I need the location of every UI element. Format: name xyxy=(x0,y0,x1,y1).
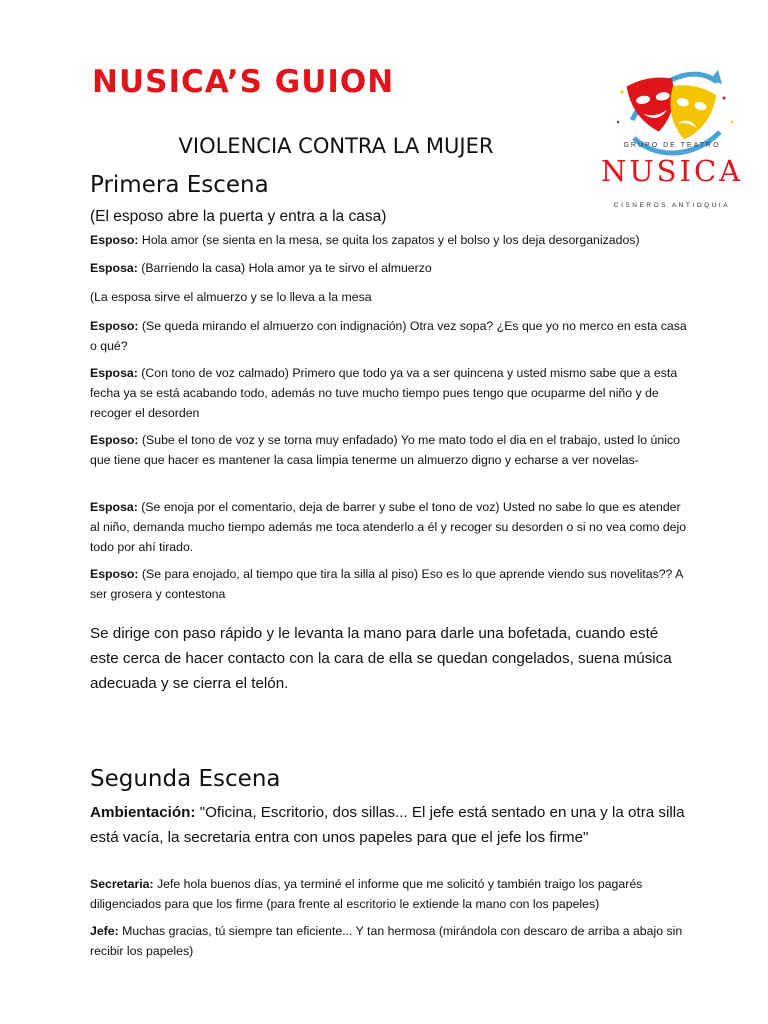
speaker-label: Jefe: xyxy=(90,924,119,938)
dialogue-line xyxy=(90,564,690,604)
dialogue-line xyxy=(90,316,690,356)
line-text: Jefe hola buenos días, ya terminé el informe que me solicitó y también traigo los pagarés diligenciados para que los firme (para frente al escritorio le extiende la mano con los papeles) xyxy=(90,877,643,911)
document-subtitle: VIOLENCIA CONTRA LA MUJER xyxy=(178,134,494,158)
ambientation-text: "Oficina, Escritorio, dos sillas... El jefe está sentado en una y la otra silla está vacía, la secretaria entra con unos papeles para que el jefe los firme" xyxy=(90,804,685,846)
line-text: (Con tono de voz calmado) Primero que todo ya va a ser quincena y usted mismo sabe que a esta fecha ya se está acabando todo, además no tuve mucho tiempo pues tengo que ocuparme del niño y de recoger el desorden xyxy=(90,366,678,420)
scene-1-heading: Primera Escena xyxy=(90,172,269,198)
speaker-label: Esposo: xyxy=(90,433,139,447)
scene-2-ambientation xyxy=(90,800,690,850)
line-text: (Se para enojado, al tiempo que tira la silla al piso) Eso es lo que aprende viendo sus novelitas?? A ser grosera y contestona xyxy=(90,567,683,601)
speaker-label: Secretaria: xyxy=(90,877,154,891)
logo-small-text: GRUPO DE TEATRO xyxy=(623,142,721,149)
dialogue-line xyxy=(90,497,690,557)
speaker-label: Esposa: xyxy=(90,366,138,380)
line-text: (La esposa sirve el almuerzo y se lo lleva a la mesa xyxy=(90,290,372,304)
dialogue-line xyxy=(90,430,690,470)
line-text: (Se queda mirando el almuerzo con indignación) Otra vez sopa? ¿Es que yo no merco en esta casa o qué? xyxy=(90,319,687,353)
speaker-label: Esposa: xyxy=(90,261,138,275)
dialogue-line xyxy=(90,874,690,914)
document-title: NUSICA’S GUION xyxy=(92,64,395,100)
dialogue-line xyxy=(90,258,690,278)
line-text: Muchas gracias, tú siempre tan eficiente... Y tan hermosa (mirándola con descaro de arriba a abajo sin recibir los papeles) xyxy=(90,924,683,958)
dialogue-line xyxy=(90,230,690,250)
logo-location: CISNEROS ANTIOQUIA xyxy=(613,202,731,209)
speaker-label: Esposo: xyxy=(90,233,139,247)
ambientation-label: Ambientación: xyxy=(90,804,196,821)
logo-name: NUSICA xyxy=(600,154,744,188)
scene-1-stage-direction: (El esposo abre la puerta y entra a la casa) xyxy=(90,208,387,225)
speaker-label: Esposo: xyxy=(90,319,139,333)
line-text: Hola amor (se sienta en la mesa, se quita los zapatos y el bolso y los deja desorganizados) xyxy=(138,233,640,247)
speaker-label: Esposa: xyxy=(90,500,138,514)
speaker-label: Esposo: xyxy=(90,567,139,581)
line-text: (Se enoja por el comentario, deja de barrer y sube el tono de voz) Usted no sabe lo que es atender al niño, demanda mucho tiempo además me toca atenderlo a él y recoger su desorden o si no vea como dejo todo por ahí tirado. xyxy=(90,500,687,554)
scene-1-closing-direction: Se dirige con paso rápido y le levanta la mano para darle una bofetada, cuando esté este cerca de hacer contacto con la cara de ella se quedan congelados, suena música adecuada y se cierra el telón. xyxy=(90,625,672,692)
dialogue-line xyxy=(90,921,690,961)
line-text: (Sube el tono de voz y se torna muy enfadado) Yo me mato todo el dia en el trabajo, usted lo único que tiene que hacer es mantener la casa limpia tenerme un almuerzo digno y echarse a ver novelas- xyxy=(90,433,680,467)
line-text: (Barriendo la casa) Hola amor ya te sirvo el almuerzo xyxy=(137,261,432,275)
scene-2-heading: Segunda Escena xyxy=(90,766,281,792)
dialogue-line xyxy=(90,287,690,307)
dialogue-line xyxy=(90,363,690,423)
